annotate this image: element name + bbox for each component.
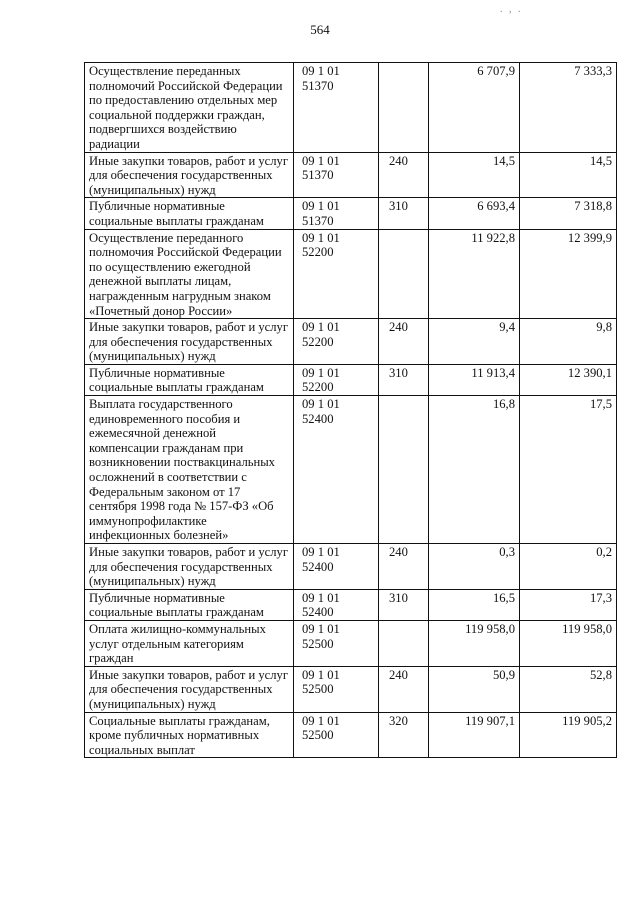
row-year2: 12 399,9 [520,229,617,319]
row-type: 240 [379,152,429,198]
table-row [85,63,617,153]
row-year1: 119 958,0 [429,620,520,666]
row-type: 240 [379,666,429,712]
page-number: 564 [310,22,330,37]
row-name: Иные закупки товаров, работ и услуг для обеспечения государственных (муниципальных) нужд [85,666,294,712]
row-code: 09 1 01 51370 [294,198,379,229]
row-year2: 0,2 [520,544,617,590]
row-name: Иные закупки товаров, работ и услуг для обеспечения государственных (муниципальных) нужд [85,319,294,365]
row-type: 310 [379,589,429,620]
row-year1: 6 693,4 [429,198,520,229]
row-name: Публичные нормативные социальные выплаты гражданам [85,198,294,229]
row-code: 09 1 01 52500 [294,712,379,758]
table-row [85,620,617,666]
row-year2: 7 333,3 [520,63,617,153]
row-year2: 17,3 [520,589,617,620]
row-year1: 9,4 [429,319,520,365]
row-year1: 16,8 [429,396,520,544]
row-name: Осуществление переданного полномочия Российской Федерации по осуществлению ежегодной денежной выплаты лицам, награжденным нагрудным знаком «Почетный донор России» [85,229,294,319]
row-name: Публичные нормативные социальные выплаты гражданам [85,589,294,620]
table-row [85,198,617,229]
row-name: Иные закупки товаров, работ и услуг для обеспечения государственных (муниципальных) нужд [85,152,294,198]
table-row [85,396,617,544]
table-row [85,544,617,590]
row-code: 09 1 01 52500 [294,620,379,666]
table-row [85,152,617,198]
row-type: 310 [379,364,429,395]
row-code: 09 1 01 51370 [294,152,379,198]
row-name: Осуществление переданных полномочий Российской Федерации по предоставлению отдельных мер социальной поддержки граждан, подвергшихся воздействию радиации [85,63,294,153]
row-type: 240 [379,319,429,365]
row-type: 320 [379,712,429,758]
table-row [85,589,617,620]
row-name: Выплата государственного единовременного пособия и ежемесячной денежной компенсации гражданам при возникновении поствакцинальных осложнений в соответствии с Федеральным законом от 17 сентября 1998 года № 157-ФЗ «Об иммунопрофилактике инфекционных болезней» [85,396,294,544]
row-year2: 12 390,1 [520,364,617,395]
row-code: 09 1 01 52500 [294,666,379,712]
row-year2: 14,5 [520,152,617,198]
row-year2: 119 905,2 [520,712,617,758]
row-code: 09 1 01 52400 [294,589,379,620]
row-year2: 7 318,8 [520,198,617,229]
row-name: Социальные выплаты гражданам, кроме публичных нормативных социальных выплат [85,712,294,758]
row-name: Публичные нормативные социальные выплаты гражданам [85,364,294,395]
row-name: Иные закупки товаров, работ и услуг для обеспечения государственных (муниципальных) нужд [85,544,294,590]
row-year1: 119 907,1 [429,712,520,758]
row-type: 310 [379,198,429,229]
table-row [85,666,617,712]
budget-table [84,62,617,758]
row-type [379,63,429,153]
row-type [379,396,429,544]
row-code: 09 1 01 52200 [294,319,379,365]
row-name: Оплата жилищно-коммунальных услуг отдельным категориям граждан [85,620,294,666]
row-code: 09 1 01 51370 [294,63,379,153]
table-row [85,712,617,758]
table-row [85,364,617,395]
row-year1: 14,5 [429,152,520,198]
row-type [379,229,429,319]
row-year2: 9,8 [520,319,617,365]
row-type: 240 [379,544,429,590]
table-row [85,319,617,365]
table-row [85,229,617,319]
row-code: 09 1 01 52200 [294,364,379,395]
row-year1: 11 922,8 [429,229,520,319]
row-code: 09 1 01 52200 [294,229,379,319]
row-type [379,620,429,666]
row-year1: 11 913,4 [429,364,520,395]
row-year2: 52,8 [520,666,617,712]
table-body [85,63,617,758]
row-year1: 6 707,9 [429,63,520,153]
row-code: 09 1 01 52400 [294,544,379,590]
row-year1: 0,3 [429,544,520,590]
row-year2: 17,5 [520,396,617,544]
row-year1: 16,5 [429,589,520,620]
row-year1: 50,9 [429,666,520,712]
scan-mark: . , . [500,4,523,15]
row-code: 09 1 01 52400 [294,396,379,544]
row-year2: 119 958,0 [520,620,617,666]
